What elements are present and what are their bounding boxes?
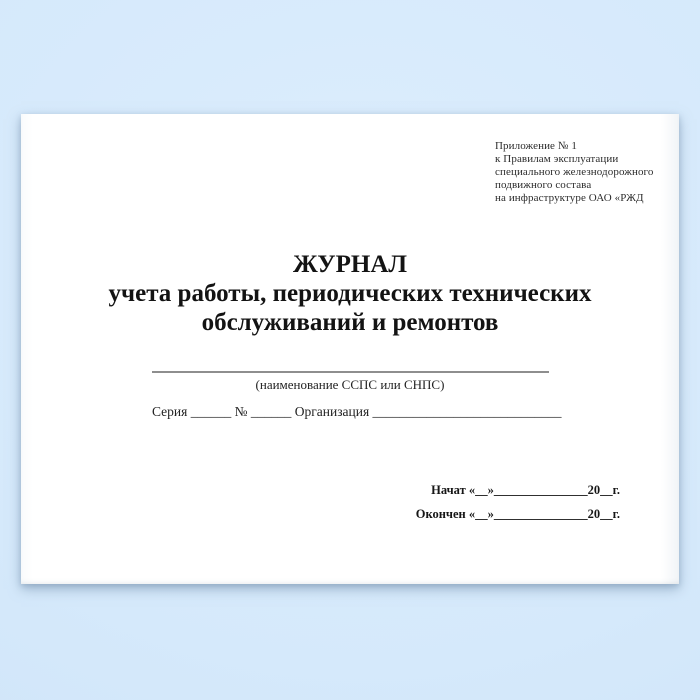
journal-cover-page <box>21 114 679 584</box>
date-started-line: Начат «__»_______________20__г. <box>431 483 620 497</box>
series-number-organization-line: Серия ______ № ______ Организация ____________________________ <box>152 404 562 419</box>
appendix-note-line: к Правилам эксплуатации <box>495 153 619 165</box>
name-blank-line <box>152 371 549 373</box>
appendix-note <box>495 140 670 205</box>
appendix-note-line: подвижного состава <box>495 179 592 191</box>
dates-block <box>416 478 620 526</box>
name-caption: (наименование ССПС или СНПС) <box>255 377 445 392</box>
journal-title-line-2: учета работы, периодических технических <box>108 280 592 307</box>
appendix-note-line: на инфраструктуре ОАО «РЖД <box>495 192 644 204</box>
appendix-note-line: специального железнодорожного <box>495 166 654 178</box>
journal-title <box>21 250 679 337</box>
journal-title-line-3: обслуживаний и ремонтов <box>201 309 499 336</box>
appendix-note-line: Приложение № 1 <box>495 140 577 152</box>
journal-title-line-1: ЖУРНАЛ <box>292 251 408 278</box>
date-finished-line: Окончен «__»_______________20__г. <box>415 507 620 521</box>
